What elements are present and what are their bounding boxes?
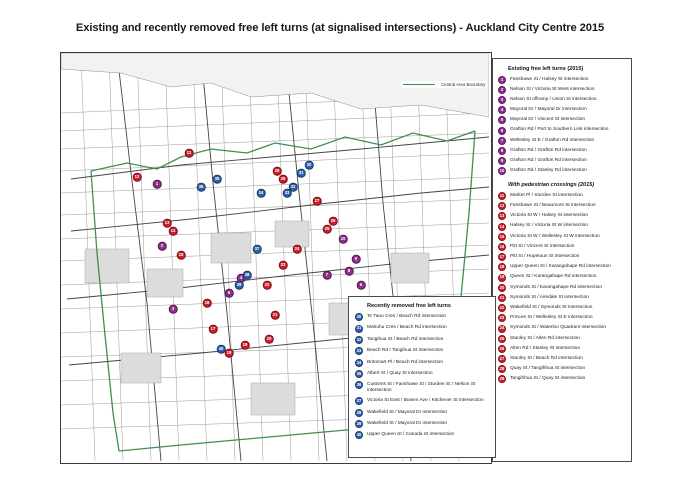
legend-marker-icon: 17 <box>498 253 506 261</box>
legend-item-label: Victoria St East / Bowen Ave / Kitchener St intersection <box>367 398 484 404</box>
legend-existing-item[interactable] <box>498 86 626 94</box>
legend-item-label: Victoria St W / Wellesley St W intersection <box>510 233 600 239</box>
map-marker-17[interactable]: 17 <box>209 325 218 334</box>
legend-pedestrian-item[interactable] <box>498 222 626 230</box>
map-marker-9[interactable]: 9 <box>352 255 361 264</box>
map-marker-20[interactable]: 20 <box>265 335 274 344</box>
map-marker-39[interactable]: 39 <box>235 281 244 290</box>
map-marker-25[interactable]: 25 <box>323 225 332 234</box>
map-marker-10[interactable]: 10 <box>339 235 348 244</box>
legend-item-label: Princes St / Wellesley St E intersection <box>510 315 593 321</box>
legend-item-label: Wakefield St / Symonds St intersection <box>510 304 593 310</box>
legend-removed-item[interactable] <box>355 381 490 394</box>
map-marker-36[interactable]: 36 <box>197 183 206 192</box>
central-area-boundary-key <box>401 81 487 88</box>
legend-existing-item[interactable] <box>498 106 626 114</box>
legend-item-label: Albert St / Quay St intersection <box>367 370 433 376</box>
legend-panel-removed <box>348 296 496 458</box>
legend-heading-pedestrian: With pedestrian crossings (2015) <box>508 182 595 189</box>
legend-marker-icon: 28 <box>498 365 506 373</box>
legend-item-label: Halsey St / Victoria St W intersection <box>510 223 589 229</box>
map-marker-21[interactable]: 21 <box>271 311 280 320</box>
legend-pedestrian-item[interactable] <box>498 263 626 271</box>
legend-marker-icon: 3 <box>498 96 506 104</box>
legend-marker-icon: 24 <box>498 325 506 333</box>
legend-item-label: Tangihua St / Beach Rd intersection <box>367 336 444 342</box>
legend-item-label: Upper Queen St / Karangahape Rd intersection <box>510 264 611 270</box>
legend-marker-icon: 2 <box>498 86 506 94</box>
legend-item-label: Nelson St / Victoria St West intersection <box>510 86 595 92</box>
legend-marker-icon: 1 <box>498 76 506 84</box>
legend-heading-removed: Recently removed free left turns <box>367 303 451 309</box>
legend-item-label: Upper Queen St / Canada St intersection <box>367 432 455 438</box>
map-marker-40[interactable]: 40 <box>217 345 226 354</box>
legend-marker-icon: 7 <box>498 137 506 145</box>
legend-item-label: Tangihhua St / Quay St intersection <box>510 376 586 382</box>
map-marker-34[interactable]: 34 <box>257 189 266 198</box>
legend-item-label: Symonds St / Karangahape Rd intersection <box>510 284 602 290</box>
legend-existing-item[interactable] <box>498 76 626 84</box>
legend-item-label: Victoria St W / Halsey St intersection <box>510 213 589 219</box>
legend-pedestrian-item[interactable] <box>498 324 626 332</box>
map-marker-4[interactable]: 4 <box>237 274 246 283</box>
boundary-key-label: Central Area Boundary <box>441 82 486 87</box>
map-marker-18[interactable]: 18 <box>225 349 234 358</box>
map-marker-26[interactable]: 26 <box>329 217 338 226</box>
map-marker-1[interactable]: 1 <box>153 180 162 189</box>
map-marker-13[interactable]: 13 <box>163 219 172 228</box>
legend-item-label: Symonds St / Airedale St intersection <box>510 294 589 300</box>
boundary-line-swatch <box>403 84 435 85</box>
legend-marker-icon: 21 <box>498 294 506 302</box>
legend-removed-item[interactable] <box>355 347 490 355</box>
legend-marker-icon: 8 <box>498 147 506 155</box>
legend-marker-icon: 19 <box>498 274 506 282</box>
legend-pedestrian-item[interactable] <box>498 345 626 353</box>
legend-marker-icon: 40 <box>355 431 363 439</box>
legend-marker-icon: 18 <box>498 263 506 271</box>
legend-item-label: Beach Rd / Tangihua St intersection <box>367 348 444 354</box>
map-marker-32[interactable]: 32 <box>289 183 298 192</box>
map-marker-3[interactable]: 3 <box>169 305 178 314</box>
legend-list-existing <box>498 76 626 176</box>
legend-marker-icon: 20 <box>498 284 506 292</box>
legend-marker-icon: 9 <box>498 157 506 165</box>
legend-item-label: Market Pl / Sturdee St intersection <box>510 192 583 198</box>
legend-removed-item[interactable] <box>355 431 490 439</box>
legend-item-label: Alten Rd / Stanley St intersection <box>510 345 581 351</box>
map-marker-12[interactable]: 12 <box>133 173 142 182</box>
map-marker-2[interactable]: 2 <box>158 242 167 251</box>
legend-removed-item[interactable] <box>355 420 490 428</box>
legend-item-label: Grafton Rd / Port to Southern Link intersection <box>510 127 609 133</box>
legend-pedestrian-item[interactable] <box>498 314 626 322</box>
legend-existing-item[interactable] <box>498 147 626 155</box>
legend-item-label: Wakefield St / Mayoral Dr intersection <box>367 420 448 426</box>
legend-marker-icon: 13 <box>498 212 506 220</box>
legend-pedestrian-item[interactable] <box>498 253 626 261</box>
legend-pedestrian-item[interactable] <box>498 233 626 241</box>
legend-item-label: Grafton Rd / Grafton Rd intersection <box>510 147 587 153</box>
legend-item-label: Queen St / Karangahape Rd intersection <box>510 274 597 280</box>
legend-item-label: Mayoral Dr / Mayoral Dr intersection <box>510 107 587 113</box>
map-marker-22[interactable]: 22 <box>263 281 272 290</box>
legend-item-label: Fanshawe St / Halsey St intersection <box>510 76 589 82</box>
legend-removed-item[interactable] <box>355 324 490 332</box>
legend-item-label: Quay St / Tangihhua St intersection <box>510 366 586 372</box>
legend-item-label: Pitt St / Vincent St intersection <box>510 243 575 249</box>
map-marker-15[interactable]: 15 <box>177 251 186 260</box>
map-marker-24[interactable]: 24 <box>293 245 302 254</box>
legend-marker-icon: 14 <box>498 223 506 231</box>
legend-marker-icon: 35 <box>355 370 363 378</box>
legend-item-label: Stanley St / Alten Rd intersection <box>510 335 580 341</box>
legend-item-label: Grafton Rd / Stanley Rd intersection <box>510 168 587 174</box>
legend-item-label: Wakefield St / Mayoral Dr intersection <box>367 409 448 415</box>
legend-pedestrian-item[interactable] <box>498 202 626 210</box>
map-marker-16[interactable]: 16 <box>203 299 212 308</box>
legend-marker-icon: 25 <box>498 335 506 343</box>
legend-existing-item[interactable] <box>498 116 626 124</box>
legend-removed-item[interactable] <box>355 359 490 367</box>
legend-existing-item[interactable] <box>498 96 626 104</box>
map-marker-29[interactable]: 29 <box>279 175 288 184</box>
legend-marker-icon: 36 <box>355 381 363 389</box>
legend-marker-icon: 27 <box>498 355 506 363</box>
map-marker-23[interactable]: 23 <box>279 261 288 270</box>
legend-removed-item[interactable] <box>355 409 490 417</box>
legend-pedestrian-item[interactable] <box>498 284 626 292</box>
legend-removed-item[interactable] <box>355 313 490 321</box>
legend-marker-icon: 34 <box>355 359 363 367</box>
legend-pedestrian-item[interactable] <box>498 243 626 251</box>
legend-removed-item[interactable] <box>355 336 490 344</box>
map-marker-14[interactable]: 14 <box>169 227 178 236</box>
legend-item-label: Symonds St / Waterloo Quadrant intersection <box>510 325 607 331</box>
legend-marker-icon: 26 <box>498 345 506 353</box>
legend-existing-item[interactable] <box>498 137 626 145</box>
map-marker-38[interactable]: 38 <box>243 271 252 280</box>
legend-item-label: Britomart Pl / Beach Rd intersection <box>367 359 443 365</box>
legend-item-label: Customs St / Fanshawe St / Sturdee St / Nelson St intersection <box>367 382 476 394</box>
legend-marker-icon: 23 <box>498 314 506 322</box>
page-title: Existing and recently removed free left turns (at signalised intersections) - Auckland City Centre 2015 <box>75 22 605 34</box>
legend-pedestrian-item[interactable] <box>498 365 626 373</box>
legend-marker-icon: 5 <box>498 116 506 124</box>
legend-pedestrian-item[interactable] <box>498 192 626 200</box>
legend-item-label: Te Taou Cres / Beach Rd intersection <box>367 314 447 319</box>
legend-list-removed <box>355 313 490 439</box>
legend-marker-icon: 38 <box>355 409 363 417</box>
legend-marker-icon: 10 <box>498 167 506 175</box>
legend-pedestrian-item[interactable] <box>498 273 626 281</box>
legend-pedestrian-item[interactable] <box>498 212 626 220</box>
map-marker-37[interactable]: 37 <box>253 245 262 254</box>
legend-marker-icon: 6 <box>498 127 506 135</box>
map-marker-35[interactable]: 35 <box>213 175 222 184</box>
legend-marker-icon: 29 <box>498 375 506 383</box>
map-marker-30[interactable]: 30 <box>305 161 314 170</box>
legend-marker-icon: 32 <box>355 336 363 344</box>
map-marker-5[interactable]: 5 <box>225 289 234 298</box>
map-marker-11[interactable]: 11 <box>185 149 194 158</box>
map-marker-6[interactable]: 6 <box>357 281 366 290</box>
legend-existing-item[interactable] <box>498 167 626 175</box>
legend-item-label: Stanley St / Beach Rd intersection <box>510 355 583 361</box>
legend-item-label: Mayoral Dr / Vincent St intersection <box>510 117 586 123</box>
map-marker-7[interactable]: 7 <box>323 271 332 280</box>
legend-marker-icon: 11 <box>498 192 506 200</box>
legend-marker-icon: 39 <box>355 420 363 428</box>
legend-item-label: Wellesley St E / Grafton Rd intersection <box>510 137 595 143</box>
legend-marker-icon: 37 <box>355 397 363 405</box>
legend-item-label: Nelson St offramp / Union St intersection <box>510 96 597 102</box>
legend-marker-icon: 31 <box>355 325 363 333</box>
legend-pedestrian-item[interactable] <box>498 355 626 363</box>
legend-removed-item[interactable] <box>355 370 490 378</box>
legend-item-label: Fanshawe St / Beaumont St intersection <box>510 203 596 209</box>
legend-existing-item[interactable] <box>498 157 626 165</box>
legend-pedestrian-item[interactable] <box>498 304 626 312</box>
legend-marker-icon: 15 <box>498 233 506 241</box>
legend-existing-item[interactable] <box>498 126 626 134</box>
legend-marker-icon: 33 <box>355 347 363 355</box>
map-marker-31[interactable]: 31 <box>297 169 306 178</box>
legend-marker-icon: 22 <box>498 304 506 312</box>
legend-removed-item[interactable] <box>355 397 490 405</box>
legend-marker-icon: 4 <box>498 106 506 114</box>
legend-pedestrian-item[interactable] <box>498 294 626 302</box>
legend-pedestrian-item[interactable] <box>498 375 626 383</box>
map-marker-33[interactable]: 33 <box>283 189 292 198</box>
legend-marker-icon: 16 <box>498 243 506 251</box>
legend-item-label: Mahuhu Cres / Beach Rd intersection <box>367 325 447 331</box>
legend-list-pedestrian <box>498 192 626 384</box>
legend-heading-existing: Existing free left turns (2015) <box>508 66 584 72</box>
legend-marker-icon: 12 <box>498 202 506 210</box>
map-marker-28[interactable]: 28 <box>273 167 282 176</box>
legend-marker-icon: 30 <box>355 313 363 321</box>
legend-pedestrian-item[interactable] <box>498 335 626 343</box>
map-marker-19[interactable]: 19 <box>241 341 250 350</box>
legend-item-label: Grafton Rd / Grafton Rd intersection <box>510 158 587 163</box>
legend-panel-existing <box>492 58 632 462</box>
map-marker-8[interactable]: 8 <box>345 267 354 276</box>
map-marker-27[interactable]: 27 <box>313 197 322 206</box>
legend-item-label: Pitt St / Hopetoun St intersection <box>510 254 580 259</box>
